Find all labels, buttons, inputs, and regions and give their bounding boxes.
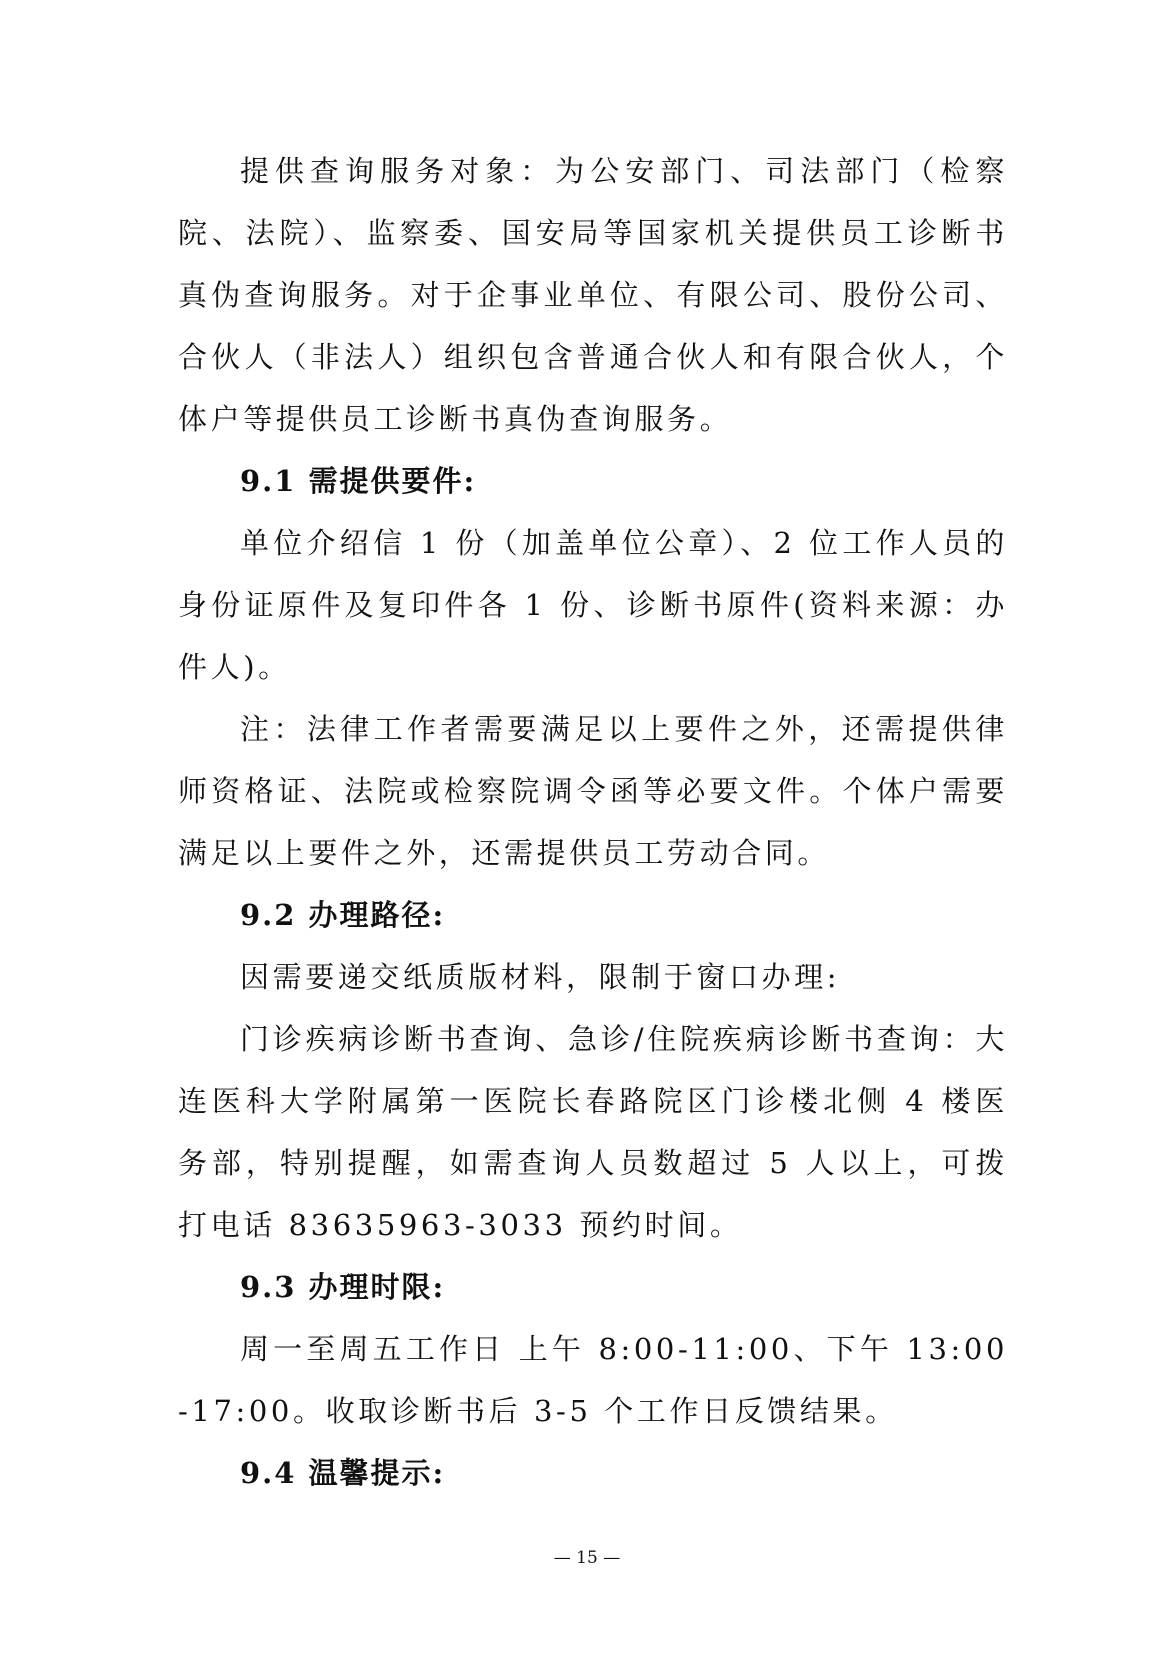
page-number: — 15 —: [553, 1548, 621, 1568]
paragraph-required-documents: 单位介绍信 1 份（加盖单位公章）、2 位工作人员的身份证原件及复印件各 1 份、诊断书原件(资料来源：办件人)。: [178, 526, 1008, 684]
section-heading-9-4: 9.4 温馨提示:: [240, 1456, 446, 1490]
paragraph-location: 门诊疾病诊断书查询、急诊/住院疾病诊断书查询：大连医科大学附属第一医院长春路院区门诊楼北侧 4 楼医务部，特别提醒，如需查询人员数超过 5 人以上，可拨打电话 83635963-3033 预约时间。: [178, 1022, 1008, 1242]
paragraph-window-handling: 因需要递交纸质版材料，限制于窗口办理:: [240, 960, 841, 994]
section-heading-9-2: 9.2 办理路径:: [240, 898, 446, 932]
paragraph-note: 注：法律工作者需要满足以上要件之外，还需提供律师资格证、法院或检察院调令函等必要文件。个体户需要满足以上要件之外，还需提供员工劳动合同。: [178, 712, 1008, 870]
paragraph-hours: 周一至周五工作日 上午 8:00-11:00、下午 13:00-17:00。收取诊断书后 3-5 个工作日反馈结果。: [178, 1332, 1008, 1428]
section-heading-9-1: 9.1 需提供要件:: [240, 464, 477, 498]
section-heading-9-3: 9.3 办理时限:: [240, 1270, 446, 1304]
document-body: [178, 140, 1008, 1504]
paragraph-service-scope: 提供查询服务对象：为公安部门、司法部门（检察院、法院）、监察委、国安局等国家机关提供员工诊断书真伪查询服务。对于企事业单位、有限公司、股份公司、合伙人（非法人）组织包含普通合伙人和有限合伙人，个体户等提供员工诊断书真伪查询服务。: [178, 154, 1008, 436]
